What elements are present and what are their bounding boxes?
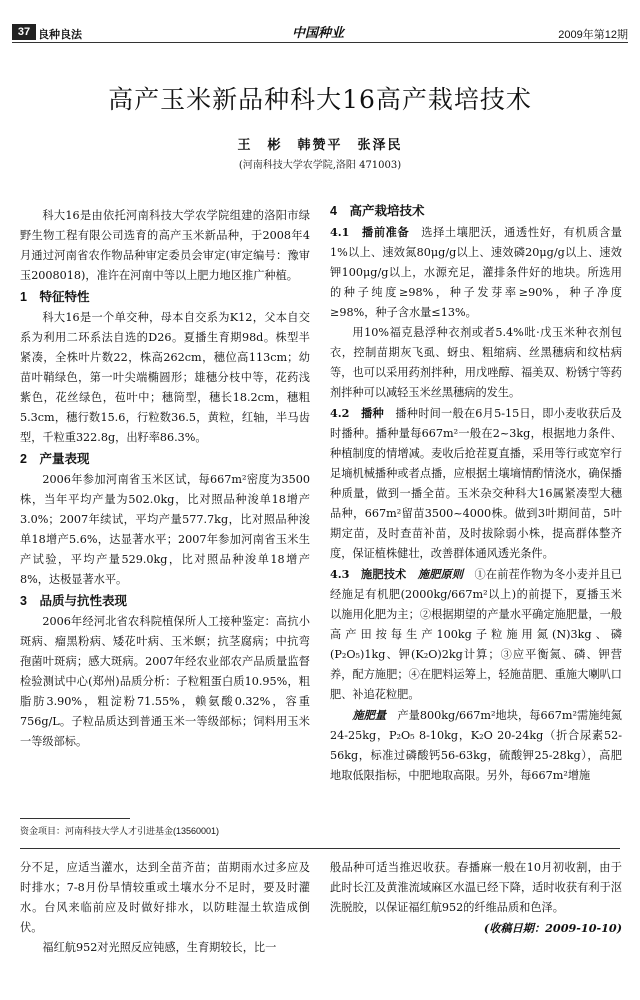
page-header: [12, 26, 628, 43]
fertilization-amount-text: 产量800kg/667m²地块，每667m²需施纯氮24-25kg，P₂O₅ 8-10kg，K₂O 20-24kg（折合尿素52-56kg，标准过磷酸钙56-63kg，硫酸钾25-28kg），高肥地取低限指标，中肥地取高限。另外，每667m²增施: [330, 709, 622, 782]
section-1-heading: 1 特征特性: [20, 290, 90, 304]
section-3-text: 2006年经河北省农科院植保所人工接种鉴定：高抗小斑病、瘤黑粉病、矮花叶病、玉米螟；抗茎腐病；中抗弯孢菌叶斑病；感大斑病。2007年经农业部农产品质量监督检验测试中心(郑州)品质分析：子粒粗蛋白质10.95%，粗脂肪3.90%，粗淀粉71.55%，赖氨酸0.32%，容重756g/L。子粒品质达到普通玉米一等级部标；饲料用玉米一等级部标。: [20, 615, 310, 748]
journal-name: 中国种业: [292, 26, 345, 41]
section-4-1-text-2: 用10%福克悬浮种衣剂或者5.4%吡·戊玉米种衣剂包衣，控制苗期灰飞虱、蚜虫、粗缩病、丝黑穗病和纹枯病等，也可以采用药剂拌种，用戊唑醇、福美双、粉锈宁等药剂拌种可以减轻玉米丝黑穗病的发生。: [330, 326, 622, 399]
section-4-1-text: 选择土壤肥沃，通透性好，有机质含量1%以上、速效氮80μg/g以上、速效磷20μg/g以上、速效钾100μg/g以上，水源充足，灌排条件好的地块。所选用的种子纯度≥98%，种子发芽率≥90%，种子净度≥98%，种子含水量≤13%。: [330, 226, 622, 319]
left-column: [20, 206, 310, 752]
intro-paragraph: 科大16是由依托河南科技大学农学院组建的洛阳市绿野生物工程有限公司选育的高产玉米新品种，于2008年4月通过河南省农作物品种审定委员会审定(审定编号：豫审玉2008018)，准许在河南中等以上肥力地区推广种植。: [20, 209, 310, 282]
section-2-heading: 2 产量表现: [20, 452, 90, 466]
right-column: [330, 200, 622, 786]
issue-label: 2009年第12期: [558, 29, 628, 41]
fertilization-amount-paragraph: [330, 705, 622, 786]
section-1-text: 科大16是一个单交种，母本自交系为K12，父本自交系为利用二环系法自选的D26。夏播生育期98d。株型半紧凑，全株叶片数22，株高262cm，穗位高113cm；幼苗叶鞘绿色，第一叶尖端椭圆形；雄穗分枝中等，花药浅紫色，花丝绿色，苞叶中；穗筒型，穗长18.2cm，穗粗5.3cm，穗行数15.6，行粒数36.5，黄粒，红轴，半马齿型，千粒重322.8g，出籽率86.3%。: [20, 311, 310, 444]
section-4-3-text: ①在前茬作物为冬小麦并且已经施足有机肥(2000kg/667m²以上)的前提下，夏播玉米以施用化肥为主；②根据期望的产量水平确定施肥量，一般高产田按每生产100kg子粒施用氮(N)3kg、磷(P₂O₅)1kg、钾(K₂O)2kg计算；③应平衡氮、磷、钾营养，配方施肥；④在肥料运筹上，轻施苗肥、重施大喇叭口肥、补追花粒肥。: [330, 568, 622, 701]
page-number: 37: [12, 24, 36, 40]
section-3-heading: 3 品质与抗性表现: [20, 594, 127, 608]
fertilization-amount-label: 施肥量: [352, 708, 387, 722]
section-4-2-text: 播种时间一般在6月5-15日，即小麦收获后及时播种。播种量每667m²一般在2~3kg，根据地力条件、种植制度的情增减。麦收后抢茬夏直播，采用等行或宽窄行足墒机械播种或者点播，应根据土壤墒情酌情浇水，确保播种质量，做到一播全苗。玉米杂交种科大16属紧凑型大穗品种，667m²留苗3500~4000株。做到3叶期间苗，5叶期定苗，及时查苗补苗，及时拔除弱小株，提高群体整齐度，保证植株健壮，改善群体通风透光条件。: [330, 407, 622, 560]
section-2-text: 2006年参加河南省玉米区试，每667m²密度为3500株，当年平均产量为502.0kg，比对照品种浚单18增产3.0%；2007年续试，平均产量577.7kg，比对照品种浚单18增产5.6%，达显著水平；2007年参加河南省玉米生产试验，平均产量529.0kg，比对照品种浚单18增产8%，达极显著水平。: [20, 473, 310, 586]
fertilization-principle-label: 施肥原则: [417, 567, 464, 581]
footnote-rule: [20, 818, 130, 819]
section-4-heading: 4 高产栽培技术: [330, 204, 425, 218]
bottom-left-column: [20, 858, 310, 958]
footnote: 资金项目：河南科技大学人才引进基金(13560001): [20, 826, 220, 836]
section-4-1-label: 4.1 播前准备: [330, 225, 410, 239]
bottom-right-column: [330, 858, 622, 938]
article-title: 高产玉米新品种科大16高产栽培技术: [108, 85, 532, 114]
received-date: (收稿日期：2009-10-10): [483, 921, 622, 935]
section-4-2-label: 4.2 播种: [330, 406, 384, 420]
bottom-right-text-1: 般品种可适当推迟收获。春播麻一般在10月初收割，由于此时长江及黄淮流域麻区水温已经下降，适时收获有利于沤洗脱胶，以保证福红航952的纤维品质和色泽。: [330, 861, 622, 914]
section-tag: 良种良法: [38, 29, 82, 41]
page-divider: [20, 848, 620, 849]
bottom-left-text-1: 分不足，应适当灌水，达到全苗齐苗；苗期雨水过多应及时排水；7-8月份旱情较重或土壤水分不足时，要及时灌水。台风来临前应及时做好排水，以防畦湿土软造成倒伏。: [20, 861, 310, 934]
section-4-1-paragraph: [330, 222, 622, 323]
affiliation: (河南科技大学农学院,洛阳 471003): [238, 160, 402, 171]
section-4-3-paragraph: [330, 564, 622, 705]
authors: 王 彬 韩赞平 张泽民: [237, 138, 403, 153]
section-4-3-label: 4.3 施肥技术: [330, 567, 407, 581]
bottom-left-text-2: 福红航952对光照反应钝感，生育期较长，比一: [42, 941, 277, 954]
section-4-2-paragraph: [330, 403, 622, 564]
